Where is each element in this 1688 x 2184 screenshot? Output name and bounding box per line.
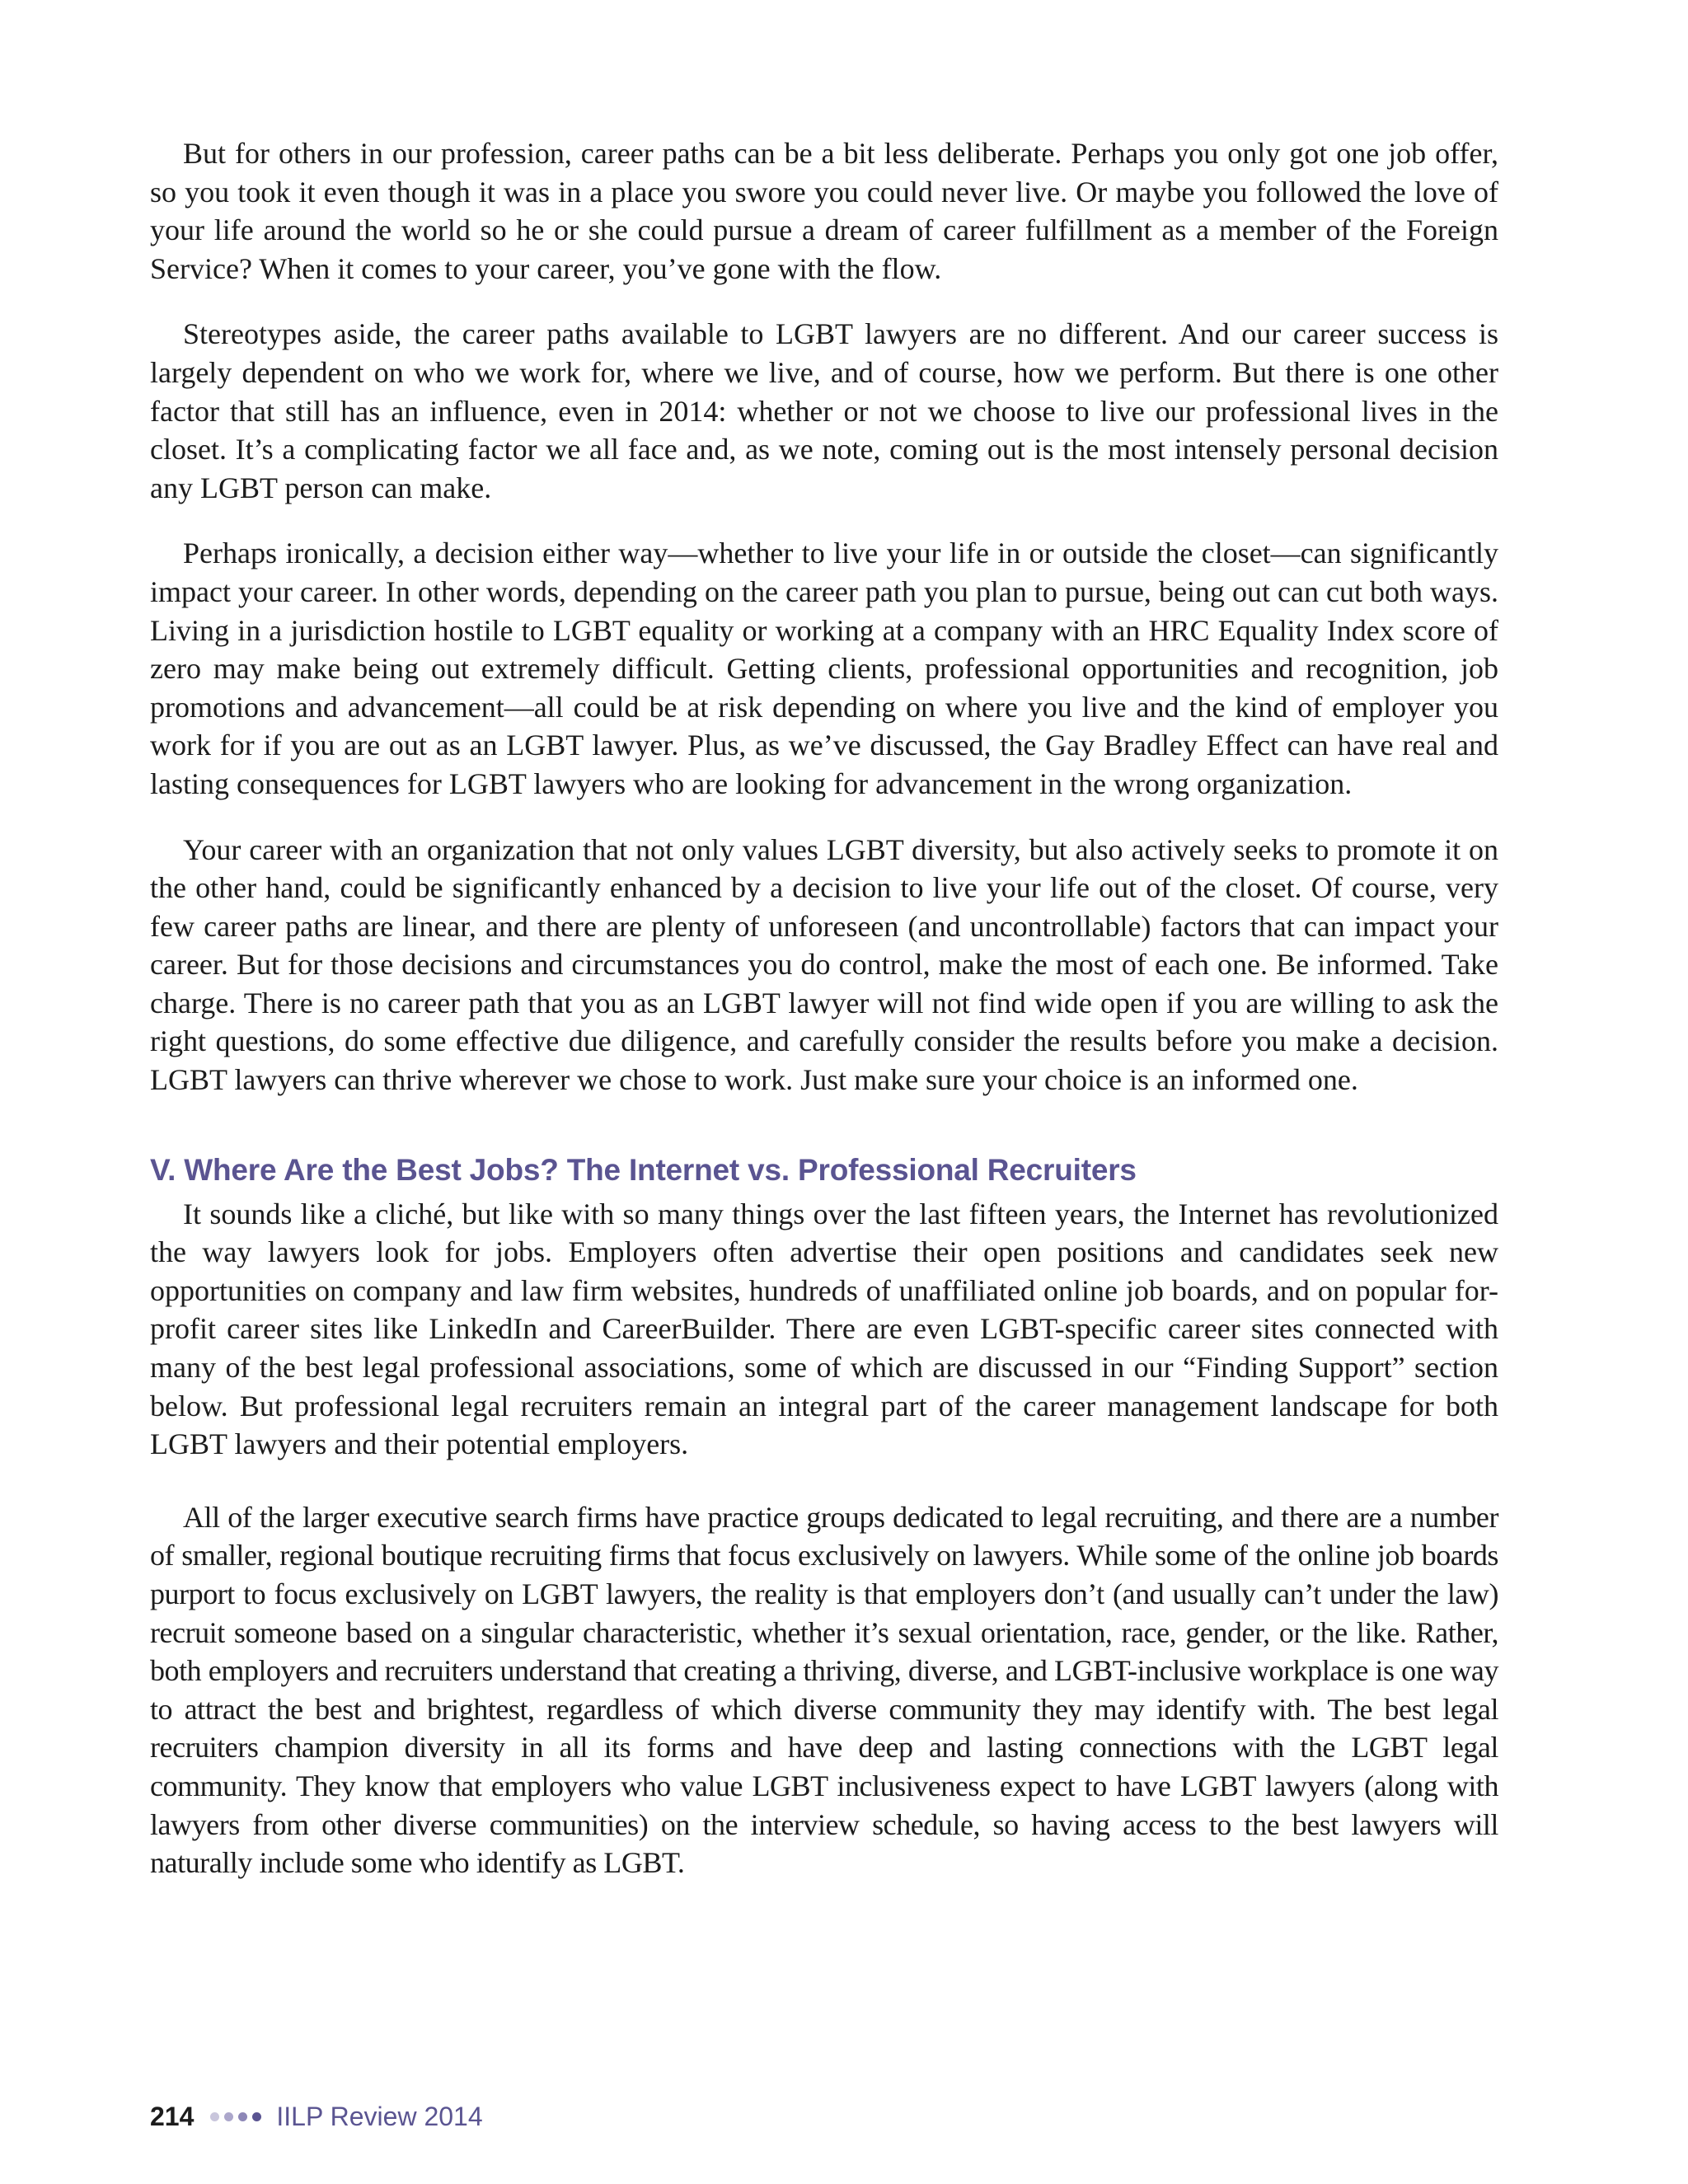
footer-dot (210, 2112, 219, 2121)
footer-dot (252, 2112, 261, 2121)
section-heading: V. Where Are the Best Jobs? The Internet vs. Professional Recruiters (150, 1152, 1137, 1187)
body-paragraph-1: But for others in our profession, career paths can be a bit less deliberate. Perhaps you only got one job offer, so you took it even though it was in a place you swore you could never live. Or maybe you followed the love of your life around the world so he or she could pursue a dream of career fulfillment as a member of the Foreign Service? When it comes to your career, you’ve gone with the flow. (150, 137, 1498, 285)
body-paragraph-2: Stereotypes aside, the career paths available to LGBT lawyers are no different. And our career success is largely dependent on who we work for, where we live, and of course, how we perform. But there is one other factor that still has an influence, even in 2014: whether or not we choose to live our professional lives in the closet. It’s a complicating factor we all face and, as we note, coming out is the most intensely personal decision any LGBT person can make. (150, 317, 1498, 504)
section-paragraph-2: All of the larger executive search firms have practice groups dedicated to legal recruiting, and there are a number of smaller, regional boutique recruiting firms that focus exclusively on lawyers. While some of the online job boards purport to focus exclusively on LGBT lawyers, the reality is that employers don’t (and usually can’t under the law) recruit someone based on a singular characteristic, whether it’s sexual orientation, race, gender, or the like. Rather, both employers and recruiters understand that creating a thriving, diverse, and LGBT-inclusive workplace is one way to attract the best and brightest, regardless of which diverse community they may identify with. The best legal recruiters champion diversity in all its forms and have deep and lasting connections with the LGBT legal community. They know that employers who value LGBT inclusiveness expect to have LGBT lawyers (along with lawyers from other diverse communities) on the interview schedule, so having access to the best lawyers will naturally include some who identify as LGBT. (150, 1500, 1498, 1880)
page-number: 214 (150, 2101, 195, 2131)
section-paragraph-1: It sounds like a cliché, but like with so many things over the last fifteen years, the Internet has revolutionized the way lawyers look for jobs. Employers often advertise their open positions and candidates seek new opportunities on company and law firm websites, hundreds of unaffiliated online job boards, and on popular for-profit career sites like LinkedIn and CareerBuilder. There are even LGBT-specific career sites connected with many of the best legal professional associations, some of which are discussed in our “Finding Support” section below. But professional legal recruiters remain an integral part of the career management landscape for both LGBT lawyers and their potential employers. (150, 1197, 1498, 1461)
footer-dots-ornament (210, 2112, 266, 2121)
body-paragraph-3: Perhaps ironically, a decision either way—whether to live your life in or outside the closet—can significantly impact your career. In other words, depending on the career path you plan to pursue, being out can cut both ways. Living in a jurisdiction hostile to LGBT equality or working at a company with an HRC Equality Index score of zero may make being out extremely difficult. Getting clients, professional opportunities and recognition, job promotions and advancement—all could be at risk depending on where you live and the kind of employer you work for if you are out as an LGBT lawyer. Plus, as we’ve discussed, the Gay Bradley Effect can have real and lasting consequences for LGBT lawyers who are looking for advancement in the wrong organization. (150, 537, 1498, 800)
page-footer (150, 2100, 483, 2133)
publication-title: IILP Review 2014 (276, 2101, 483, 2131)
footer-dot (224, 2112, 233, 2121)
footer-dot (238, 2112, 247, 2121)
text-column (150, 134, 1498, 1910)
body-paragraph-4: Your career with an organization that not only values LGBT diversity, but also actively seeks to promote it on the other hand, could be significantly enhanced by a decision to live your life out of the closet. Of course, very few career paths are linear, and there are plenty of unforeseen (and uncontrollable) factors that can impact your career. But for those decisions and circumstances you do control, make the most of each one. Be informed. Take charge. There is no career path that you as an LGBT lawyer will not find wide open if you are willing to ask the right questions, do some effective due diligence, and carefully consider the results before you make a decision. LGBT lawyers can thrive wherever we chose to work. Just make sure your choice is an informed one. (150, 832, 1498, 1097)
